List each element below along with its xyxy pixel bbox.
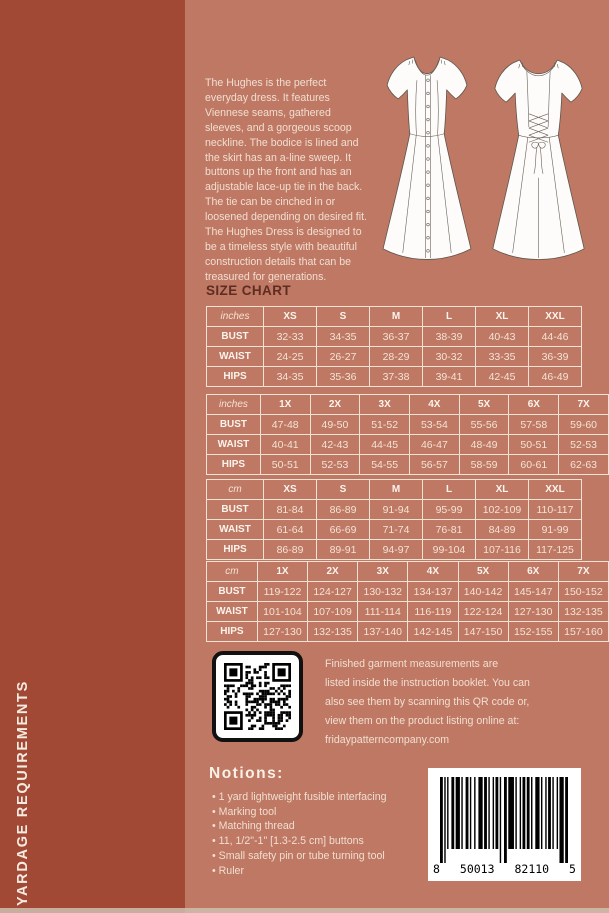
- qr-instruction-line: listed inside the instruction booklet. You can: [325, 677, 530, 689]
- yardage-requirements-label: YARDAGE REQUIREMENTS: [15, 679, 31, 906]
- size-column-header: 2X: [310, 395, 360, 415]
- size-value-cell: 62-63: [559, 455, 609, 475]
- qr-instructions: [325, 655, 597, 750]
- size-value-cell: 56-57: [410, 455, 460, 475]
- measure-row-label: HIPS: [207, 540, 264, 560]
- barcode-digit-group: 8: [433, 862, 440, 876]
- size-value-cell: 47-48: [260, 415, 310, 435]
- size-value-cell: 110-117: [529, 500, 582, 520]
- dress-back-illustration: [488, 56, 589, 261]
- barcode-digit-group: 5: [569, 862, 576, 876]
- size-value-cell: 33-35: [476, 347, 529, 367]
- unit-header: cm: [207, 480, 264, 500]
- size-value-cell: 142-145: [408, 622, 458, 642]
- size-column-header: XS: [264, 480, 317, 500]
- size-value-cell: 24-25: [264, 347, 317, 367]
- size-column-header: XXL: [529, 480, 582, 500]
- size-value-cell: 59-60: [559, 415, 609, 435]
- size-value-cell: 50-51: [260, 455, 310, 475]
- size-value-cell: 89-91: [317, 540, 370, 560]
- size-value-cell: 94-97: [370, 540, 423, 560]
- unit-header: cm: [207, 562, 258, 582]
- measure-row-label: WAIST: [207, 520, 264, 540]
- size-column-header: M: [370, 307, 423, 327]
- size-value-cell: 86-89: [264, 540, 317, 560]
- size-column-header: 5X: [459, 395, 509, 415]
- size-value-cell: 36-39: [529, 347, 582, 367]
- size-value-cell: 35-36: [317, 367, 370, 387]
- size-value-cell: 84-89: [476, 520, 529, 540]
- size-column-header: 3X: [360, 395, 410, 415]
- measure-row-label: BUST: [207, 415, 261, 435]
- measure-row-label: HIPS: [207, 622, 258, 642]
- size-value-cell: 116-119: [408, 602, 458, 622]
- size-value-cell: 76-81: [423, 520, 476, 540]
- size-value-cell: 38-39: [423, 327, 476, 347]
- size-value-cell: 107-109: [308, 602, 358, 622]
- unit-header: inches: [207, 307, 264, 327]
- size-value-cell: 51-52: [360, 415, 410, 435]
- size-column-header: L: [423, 307, 476, 327]
- barcode-digit-group: 82110: [514, 862, 550, 876]
- size-column-header: 4X: [408, 562, 458, 582]
- size-value-cell: 95-99: [423, 500, 476, 520]
- size-value-cell: 134-137: [408, 582, 458, 602]
- measure-row-label: BUST: [207, 582, 258, 602]
- barcode-digit-group: 50013: [459, 862, 495, 876]
- notions-list: [212, 790, 387, 878]
- measure-row-label: HIPS: [207, 367, 264, 387]
- size-value-cell: 57-58: [509, 415, 559, 435]
- size-value-cell: 145-147: [508, 582, 558, 602]
- size-column-header: 6X: [509, 395, 559, 415]
- measure-row-label: HIPS: [207, 455, 261, 475]
- size-column-header: XL: [476, 307, 529, 327]
- size-value-cell: 119-122: [257, 582, 307, 602]
- size-value-cell: 99-104: [423, 540, 476, 560]
- size-column-header: XS: [264, 307, 317, 327]
- size-value-cell: 122-124: [458, 602, 508, 622]
- size-value-cell: 101-104: [257, 602, 307, 622]
- size-value-cell: 44-45: [360, 435, 410, 455]
- size-value-cell: 60-61: [509, 455, 559, 475]
- notion-item: • 1 yard lightweight fusible interfacing: [212, 790, 387, 805]
- size-value-cell: 137-140: [358, 622, 408, 642]
- size-column-header: 3X: [358, 562, 408, 582]
- size-value-cell: 36-37: [370, 327, 423, 347]
- qr-instruction-line: also see them by scanning this QR code or,: [325, 696, 530, 708]
- dress-front-drawing: [380, 54, 474, 264]
- size-table-2-inches: [206, 394, 609, 475]
- qr-instruction-line: fridaypatterncompany.com: [325, 734, 450, 746]
- size-value-cell: 124-127: [308, 582, 358, 602]
- size-value-cell: 42-43: [310, 435, 360, 455]
- size-value-cell: 58-59: [459, 455, 509, 475]
- size-value-cell: 34-35: [317, 327, 370, 347]
- size-value-cell: 26-27: [317, 347, 370, 367]
- size-value-cell: 66-69: [317, 520, 370, 540]
- size-column-header: M: [370, 480, 423, 500]
- size-column-header: S: [317, 307, 370, 327]
- qr-code-icon: [212, 651, 303, 742]
- measure-row-label: WAIST: [207, 602, 258, 622]
- size-value-cell: 86-89: [317, 500, 370, 520]
- measure-row-label: WAIST: [207, 435, 261, 455]
- size-column-header: S: [317, 480, 370, 500]
- notion-item: • Marking tool: [212, 805, 387, 820]
- measure-row-label: BUST: [207, 500, 264, 520]
- barcode-digits: [428, 862, 581, 876]
- size-value-cell: 71-74: [370, 520, 423, 540]
- unit-header: inches: [207, 395, 261, 415]
- pattern-description: The Hughes is the perfect everyday dress. It features Viennese seams, gathered sleeves, and a gorgeous scoop neckline. The bodice is lined and the skirt has an a-line sweep. It buttons up the front and has an adjustable lace-up tie in the back. The tie can be cinched in or loosened depending on desired fit. The Hughes Dress is designed to be a timeless style with beautiful construction details that can be treasured for generations.: [205, 77, 367, 283]
- size-value-cell: 111-114: [358, 602, 408, 622]
- size-value-cell: 40-43: [476, 327, 529, 347]
- page-edge: [0, 908, 609, 913]
- size-value-cell: 91-99: [529, 520, 582, 540]
- notions-heading: Notions:: [209, 765, 284, 782]
- size-value-cell: 132-135: [308, 622, 358, 642]
- size-value-cell: 127-130: [508, 602, 558, 622]
- size-chart-heading: SIZE CHART: [206, 283, 291, 298]
- size-table-3-cm: [206, 479, 582, 560]
- notion-item: • Matching thread: [212, 819, 387, 834]
- size-value-cell: 140-142: [458, 582, 508, 602]
- qr-instruction-line: view them on the product listing online at:: [325, 715, 520, 727]
- size-value-cell: 34-35: [264, 367, 317, 387]
- size-column-header: 5X: [458, 562, 508, 582]
- size-column-header: 1X: [257, 562, 307, 582]
- size-column-header: 7X: [559, 395, 609, 415]
- dress-back-drawing: [488, 56, 589, 261]
- size-value-cell: 61-64: [264, 520, 317, 540]
- size-column-header: 4X: [410, 395, 460, 415]
- size-value-cell: 147-150: [458, 622, 508, 642]
- size-value-cell: 50-51: [509, 435, 559, 455]
- size-value-cell: 40-41: [260, 435, 310, 455]
- size-value-cell: 44-46: [529, 327, 582, 347]
- size-value-cell: 150-152: [558, 582, 608, 602]
- size-value-cell: 42-45: [476, 367, 529, 387]
- size-column-header: L: [423, 480, 476, 500]
- measure-row-label: WAIST: [207, 347, 264, 367]
- notion-item: • Small safety pin or tube turning tool: [212, 849, 387, 864]
- size-column-header: XXL: [529, 307, 582, 327]
- size-column-header: 7X: [558, 562, 608, 582]
- size-value-cell: 91-94: [370, 500, 423, 520]
- measure-row-label: BUST: [207, 327, 264, 347]
- size-value-cell: 54-55: [360, 455, 410, 475]
- size-value-cell: 32-33: [264, 327, 317, 347]
- size-value-cell: 37-38: [370, 367, 423, 387]
- size-value-cell: 46-47: [410, 435, 460, 455]
- size-value-cell: 152-155: [508, 622, 558, 642]
- size-column-header: 2X: [308, 562, 358, 582]
- size-column-header: 6X: [508, 562, 558, 582]
- size-value-cell: 55-56: [459, 415, 509, 435]
- size-column-header: 1X: [260, 395, 310, 415]
- barcode: [428, 768, 581, 881]
- qr-instruction-line: Finished garment measurements are: [325, 658, 499, 670]
- size-value-cell: 48-49: [459, 435, 509, 455]
- size-value-cell: 127-130: [257, 622, 307, 642]
- size-value-cell: 81-84: [264, 500, 317, 520]
- size-value-cell: 52-53: [559, 435, 609, 455]
- size-value-cell: 30-32: [423, 347, 476, 367]
- dress-front-illustration: [380, 54, 474, 264]
- size-value-cell: 107-116: [476, 540, 529, 560]
- size-column-header: XL: [476, 480, 529, 500]
- size-value-cell: 53-54: [410, 415, 460, 435]
- size-value-cell: 132-135: [558, 602, 608, 622]
- size-value-cell: 130-132: [358, 582, 408, 602]
- size-value-cell: 157-160: [558, 622, 608, 642]
- size-value-cell: 102-109: [476, 500, 529, 520]
- size-value-cell: 49-50: [310, 415, 360, 435]
- qr-pattern: [224, 663, 291, 730]
- size-value-cell: 52-53: [310, 455, 360, 475]
- size-table-1-inches: [206, 306, 582, 387]
- size-value-cell: 46-49: [529, 367, 582, 387]
- size-value-cell: 117-125: [529, 540, 582, 560]
- notion-item: • Ruler: [212, 864, 387, 879]
- size-value-cell: 39-41: [423, 367, 476, 387]
- size-value-cell: 28-29: [370, 347, 423, 367]
- notion-item: • 11, 1/2"-1" [1.3-2.5 cm] buttons: [212, 834, 387, 849]
- size-table-4-cm: [206, 561, 609, 642]
